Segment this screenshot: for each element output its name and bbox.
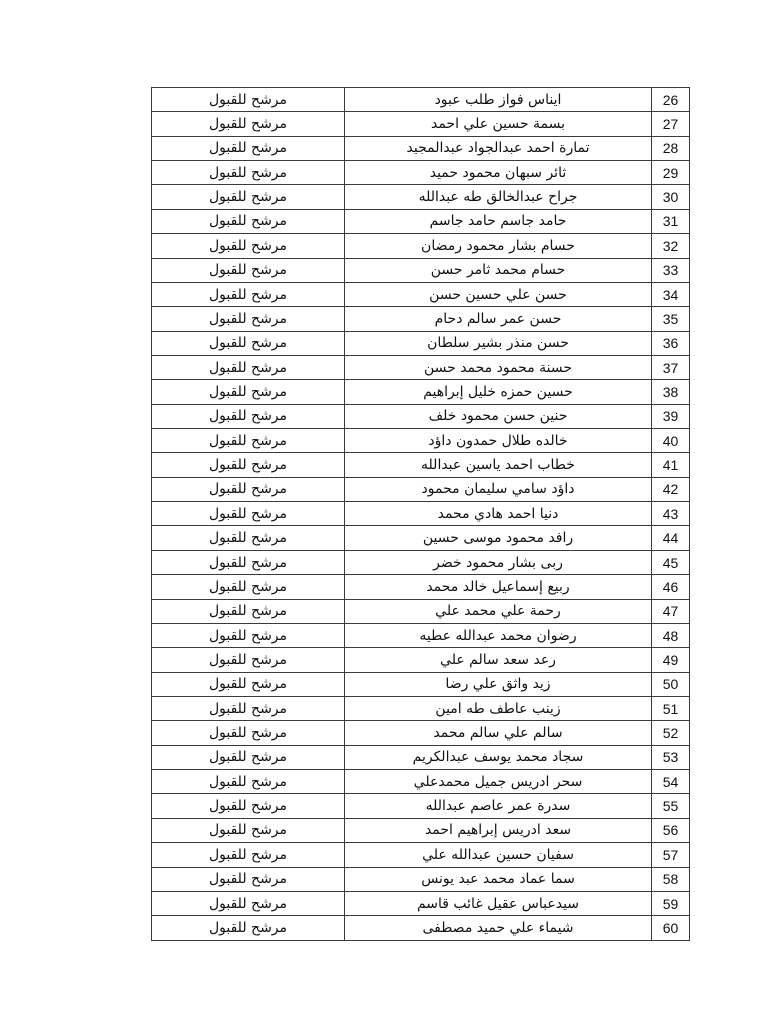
row-number: 58 [652, 867, 690, 891]
acceptance-status: مرشح للقبول [152, 404, 345, 428]
row-number: 45 [652, 550, 690, 574]
table-row [152, 112, 690, 136]
acceptance-status: مرشح للقبول [152, 453, 345, 477]
table-row [152, 355, 690, 379]
table-row [152, 258, 690, 282]
candidate-name: دنيا احمد هادي محمد [345, 502, 652, 526]
candidate-name: حامد جاسم حامد جاسم [345, 209, 652, 233]
row-number: 32 [652, 234, 690, 258]
table-row [152, 477, 690, 501]
candidate-name: رافد محمود موسى حسين [345, 526, 652, 550]
table-row [152, 648, 690, 672]
acceptance-status: مرشح للقبول [152, 477, 345, 501]
row-number: 60 [652, 916, 690, 940]
acceptance-status: مرشح للقبول [152, 282, 345, 306]
candidate-name: زينب عاطف طه امين [345, 696, 652, 720]
row-number: 57 [652, 843, 690, 867]
candidate-name: زيد واثق علي رضا [345, 672, 652, 696]
candidate-name: حسين حمزه خليل إبراهيم [345, 380, 652, 404]
table-row [152, 161, 690, 185]
table-row [152, 916, 690, 940]
table-row [152, 331, 690, 355]
row-number: 43 [652, 502, 690, 526]
acceptance-status: مرشح للقبول [152, 575, 345, 599]
candidate-name: سالم علي سالم محمد [345, 721, 652, 745]
candidate-name: شيماء علي حميد مصطفى [345, 916, 652, 940]
row-number: 28 [652, 136, 690, 160]
table-row [152, 453, 690, 477]
table-row [152, 721, 690, 745]
row-number: 47 [652, 599, 690, 623]
acceptance-status: مرشح للقبول [152, 185, 345, 209]
row-number: 59 [652, 891, 690, 915]
candidate-name: رعد سعد سالم علي [345, 648, 652, 672]
candidate-name: تمارة احمد عبدالجواد عبدالمجيد [345, 136, 652, 160]
table-row [152, 575, 690, 599]
table-row [152, 794, 690, 818]
row-number: 52 [652, 721, 690, 745]
table-row [152, 282, 690, 306]
candidate-name: جراح عبدالخالق طه عبدالله [345, 185, 652, 209]
table-row [152, 843, 690, 867]
candidate-name: خالده طلال حمدون داؤد [345, 429, 652, 453]
acceptance-status: مرشح للقبول [152, 209, 345, 233]
candidate-name: حسن منذر بشير سلطان [345, 331, 652, 355]
row-number: 48 [652, 623, 690, 647]
table-row [152, 818, 690, 842]
candidate-name: خطاب احمد ياسين عبدالله [345, 453, 652, 477]
candidate-name: سجاد محمد يوسف عبدالكريم [345, 745, 652, 769]
row-number: 50 [652, 672, 690, 696]
table-row [152, 623, 690, 647]
candidate-name: حسام محمد ثامر حسن [345, 258, 652, 282]
row-number: 40 [652, 429, 690, 453]
acceptance-status: مرشح للقبول [152, 623, 345, 647]
row-number: 31 [652, 209, 690, 233]
row-number: 41 [652, 453, 690, 477]
row-number: 35 [652, 307, 690, 331]
table-row [152, 88, 690, 112]
acceptance-status: مرشح للقبول [152, 672, 345, 696]
row-number: 51 [652, 696, 690, 720]
candidates-table [151, 87, 690, 941]
table-row [152, 380, 690, 404]
table-row [152, 745, 690, 769]
candidate-name: ايناس فواز طلب عبود [345, 88, 652, 112]
candidate-name: حسن عمر سالم دحام [345, 307, 652, 331]
acceptance-status: مرشح للقبول [152, 331, 345, 355]
table-row [152, 234, 690, 258]
candidate-name: بسمة حسين علي احمد [345, 112, 652, 136]
acceptance-status: مرشح للقبول [152, 112, 345, 136]
table-row [152, 770, 690, 794]
acceptance-status: مرشح للقبول [152, 380, 345, 404]
table-row [152, 550, 690, 574]
candidate-name: سحر ادريس جميل محمدعلي [345, 770, 652, 794]
row-number: 49 [652, 648, 690, 672]
candidate-name: حسن علي حسين حسن [345, 282, 652, 306]
acceptance-status: مرشح للقبول [152, 234, 345, 258]
row-number: 54 [652, 770, 690, 794]
table-row [152, 185, 690, 209]
acceptance-status: مرشح للقبول [152, 88, 345, 112]
row-number: 29 [652, 161, 690, 185]
row-number: 39 [652, 404, 690, 428]
candidate-name: سما عماد محمد عبد يونس [345, 867, 652, 891]
candidate-name: سعد ادريس إبراهيم احمد [345, 818, 652, 842]
acceptance-status: مرشح للقبول [152, 307, 345, 331]
table-row [152, 696, 690, 720]
candidate-name: سيدعباس عقيل غائب قاسم [345, 891, 652, 915]
table-row [152, 404, 690, 428]
row-number: 26 [652, 88, 690, 112]
table-body [152, 88, 690, 941]
candidate-name: ثائر سبهان محمود حميد [345, 161, 652, 185]
table-row [152, 867, 690, 891]
acceptance-status: مرشح للقبول [152, 696, 345, 720]
acceptance-status: مرشح للقبول [152, 258, 345, 282]
acceptance-status: مرشح للقبول [152, 550, 345, 574]
acceptance-status: مرشح للقبول [152, 843, 345, 867]
table-row [152, 209, 690, 233]
acceptance-status: مرشح للقبول [152, 502, 345, 526]
row-number: 36 [652, 331, 690, 355]
candidate-name: ربيع إسماعيل خالد محمد [345, 575, 652, 599]
row-number: 38 [652, 380, 690, 404]
candidate-name: حسنة محمود محمد حسن [345, 355, 652, 379]
acceptance-status: مرشح للقبول [152, 721, 345, 745]
acceptance-status: مرشح للقبول [152, 599, 345, 623]
candidate-name: رحمة علي محمد علي [345, 599, 652, 623]
acceptance-status: مرشح للقبول [152, 770, 345, 794]
acceptance-status: مرشح للقبول [152, 526, 345, 550]
table-row [152, 599, 690, 623]
table-row [152, 526, 690, 550]
table-row [152, 502, 690, 526]
row-number: 42 [652, 477, 690, 501]
acceptance-status: مرشح للقبول [152, 794, 345, 818]
table-row [152, 891, 690, 915]
row-number: 34 [652, 282, 690, 306]
candidate-name: حسام بشار محمود رمضان [345, 234, 652, 258]
row-number: 44 [652, 526, 690, 550]
candidate-name: سدرة عمر عاصم عبدالله [345, 794, 652, 818]
acceptance-status: مرشح للقبول [152, 136, 345, 160]
row-number: 30 [652, 185, 690, 209]
row-number: 33 [652, 258, 690, 282]
candidate-name: ربى بشار محمود خضر [345, 550, 652, 574]
acceptance-status: مرشح للقبول [152, 867, 345, 891]
table-row [152, 429, 690, 453]
acceptance-status: مرشح للقبول [152, 745, 345, 769]
acceptance-status: مرشح للقبول [152, 916, 345, 940]
table-row [152, 136, 690, 160]
acceptance-status: مرشح للقبول [152, 648, 345, 672]
acceptance-status: مرشح للقبول [152, 891, 345, 915]
acceptance-status: مرشح للقبول [152, 355, 345, 379]
acceptance-status: مرشح للقبول [152, 161, 345, 185]
acceptance-status: مرشح للقبول [152, 429, 345, 453]
candidate-name: داؤد سامي سليمان محمود [345, 477, 652, 501]
row-number: 56 [652, 818, 690, 842]
candidate-name: سفيان حسين عبدالله علي [345, 843, 652, 867]
row-number: 37 [652, 355, 690, 379]
acceptance-status: مرشح للقبول [152, 818, 345, 842]
row-number: 53 [652, 745, 690, 769]
candidate-name: حنين حسن محمود خلف [345, 404, 652, 428]
row-number: 55 [652, 794, 690, 818]
row-number: 46 [652, 575, 690, 599]
table-row [152, 307, 690, 331]
candidate-name: رضوان محمد عبدالله عطيه [345, 623, 652, 647]
table-row [152, 672, 690, 696]
row-number: 27 [652, 112, 690, 136]
